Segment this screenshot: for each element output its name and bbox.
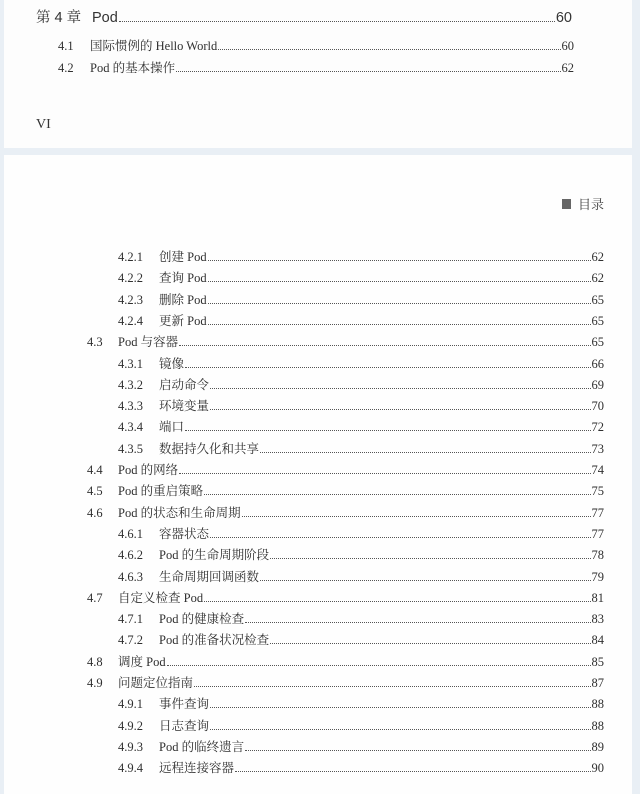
dot-leader (210, 706, 590, 708)
dot-leader (210, 536, 590, 538)
entry-page-number: 69 (591, 377, 604, 392)
entry-title: Pod 的临终遗言 (159, 739, 245, 754)
entry-number: 4.6.1 (118, 526, 143, 541)
entry-title: 生命周期回调函数 (159, 569, 260, 584)
entry-number: 4.7.2 (118, 633, 143, 648)
toc-section-entry[interactable] (87, 332, 604, 350)
toc-subsection-entry[interactable] (118, 609, 604, 627)
toc-section-entry[interactable] (87, 673, 604, 691)
entry-page-number: 73 (591, 441, 604, 456)
entry-number: 4.6.2 (118, 548, 143, 563)
section-number: 4.1 (58, 39, 74, 53)
dot-leader (167, 664, 591, 666)
toc-section-entry[interactable] (87, 481, 604, 499)
dot-leader (235, 770, 590, 772)
chapter-page-number: 60 (555, 10, 572, 26)
toc-section-entry[interactable] (58, 58, 574, 76)
entry-number: 4.9.2 (118, 718, 143, 733)
toc-subsection-entry[interactable] (118, 694, 604, 712)
entry-page-number: 62 (591, 271, 604, 286)
entry-title: 启动命令 (159, 377, 210, 392)
entry-title: 创建 Pod (159, 250, 207, 264)
dot-leader (185, 366, 590, 368)
toc-subsection-entry[interactable] (118, 545, 604, 563)
entry-page-number: 72 (591, 420, 604, 435)
chapter-number: 第 4 章 (36, 10, 82, 26)
entry-page-number: 65 (591, 335, 604, 350)
entry-page-number: 90 (591, 761, 604, 776)
toc-subsection-entry[interactable] (118, 375, 604, 393)
dot-leader (260, 579, 590, 581)
entry-title: 数据持久化和共享 (159, 441, 260, 456)
toc-section-entry[interactable] (87, 588, 604, 606)
dot-leader (185, 429, 590, 431)
dot-leader (245, 621, 590, 623)
toc-subsection-entry[interactable] (118, 311, 604, 329)
entry-number: 4.2.2 (118, 271, 143, 286)
entry-title: 镜像 (159, 356, 185, 371)
toc-subsection-entry[interactable] (118, 524, 604, 542)
dot-leader (204, 600, 590, 602)
entry-page-number: 75 (591, 484, 604, 499)
toc-page-bottom (4, 155, 632, 794)
entry-number: 4.3.2 (118, 377, 143, 392)
entry-title: 更新 Pod (159, 313, 207, 328)
entry-number: 4.3.1 (118, 356, 143, 371)
entry-title: 容器状态 (159, 526, 210, 541)
dot-leader (260, 451, 590, 453)
entry-page-number: 77 (591, 526, 604, 541)
entry-page-number: 87 (591, 676, 604, 690)
entry-title: 自定义检查 Pod (118, 590, 204, 605)
section-number: 4.2 (58, 61, 74, 75)
toc-subsection-entry[interactable] (118, 290, 604, 308)
entry-title: 删除 Pod (159, 292, 207, 307)
entry-number: 4.3.5 (118, 441, 143, 456)
dot-leader (270, 642, 590, 644)
entry-page-number: 74 (591, 463, 604, 477)
dot-leader (210, 387, 590, 389)
entry-title: 环境变量 (159, 399, 210, 414)
running-header (562, 194, 604, 213)
entry-number: 4.8 (87, 654, 103, 669)
entry-page-number: 83 (591, 612, 604, 627)
toc-chapter-entry[interactable] (36, 6, 572, 26)
entry-title: Pod 与容器 (118, 335, 179, 350)
toc-subsection-entry[interactable] (118, 758, 604, 776)
entry-number: 4.6 (87, 505, 103, 520)
toc-subsection-entry[interactable] (118, 417, 604, 435)
toc-subsection-entry[interactable] (118, 396, 604, 414)
dot-leader (208, 323, 591, 325)
entry-page-number: 65 (591, 313, 604, 328)
entry-number: 4.9 (87, 676, 103, 690)
section-title: 国际惯例的 Hello World (90, 39, 218, 53)
entry-title: Pod 的重启策略 (118, 484, 204, 499)
dot-leader (179, 472, 590, 474)
entry-page-number: 85 (591, 654, 604, 669)
dot-leader (208, 280, 591, 282)
entry-number: 4.3.3 (118, 399, 143, 414)
entry-title: 调度 Pod (118, 654, 166, 669)
entry-title: 日志查询 (159, 718, 210, 733)
toc-subsection-entry[interactable] (118, 247, 604, 265)
dot-leader (176, 70, 560, 72)
entry-title: Pod 的状态和生命周期 (118, 505, 241, 520)
entry-title: Pod 的准备状况检查 (159, 633, 270, 648)
toc-subsection-entry[interactable] (118, 439, 604, 457)
entry-page-number: 77 (591, 505, 604, 520)
chapter-title: Pod (92, 10, 118, 26)
toc-subsection-entry[interactable] (118, 737, 604, 755)
section-title: Pod 的基本操作 (90, 61, 176, 75)
section-page-number: 60 (561, 39, 574, 53)
entry-page-number: 62 (591, 250, 604, 264)
dot-leader (119, 20, 555, 22)
section-page-number: 62 (561, 61, 574, 75)
square-bullet-icon (562, 199, 571, 209)
entry-title: Pod 的生命周期阶段 (159, 548, 270, 563)
entry-number: 4.2.1 (118, 250, 143, 264)
dot-leader (210, 728, 590, 730)
entry-number: 4.6.3 (118, 569, 143, 584)
entry-number: 4.2.3 (118, 292, 143, 307)
entry-number: 4.9.3 (118, 739, 143, 754)
dot-leader (242, 515, 591, 517)
dot-leader (208, 259, 591, 261)
toc-section-entry[interactable] (58, 36, 574, 54)
entry-page-number: 78 (591, 548, 604, 563)
entry-title: 事件查询 (159, 697, 210, 712)
toc-subsection-entry[interactable] (118, 354, 604, 372)
toc-subsection-entry[interactable] (118, 630, 604, 648)
entry-page-number: 65 (591, 292, 604, 307)
toc-subsection-entry[interactable] (118, 268, 604, 286)
entry-page-number: 88 (591, 718, 604, 733)
entry-title: 查询 Pod (159, 271, 207, 286)
entry-number: 4.3.4 (118, 420, 143, 435)
entry-number: 4.9.4 (118, 761, 143, 776)
entry-number: 4.9.1 (118, 697, 143, 712)
dot-leader (210, 408, 590, 410)
entry-number: 4.3 (87, 335, 103, 350)
dot-leader (204, 493, 590, 495)
entry-page-number: 89 (591, 739, 604, 754)
entry-page-number: 88 (591, 697, 604, 712)
page-folio: VI (36, 117, 51, 132)
dot-leader (218, 48, 560, 50)
toc-subsection-entry[interactable] (118, 716, 604, 734)
dot-leader (245, 749, 590, 751)
entry-page-number: 79 (591, 569, 604, 584)
running-header-label: 目录 (577, 198, 604, 213)
entry-number: 4.4 (87, 463, 103, 477)
toc-section-entry[interactable] (87, 652, 604, 670)
toc-section-entry[interactable] (87, 503, 604, 521)
toc-page-top (4, 0, 632, 148)
entry-title: 端口 (159, 420, 185, 435)
entry-page-number: 81 (591, 590, 604, 605)
toc-section-entry[interactable] (87, 460, 604, 478)
entry-title: Pod 的网络 (118, 463, 179, 477)
toc-subsection-entry[interactable] (118, 567, 604, 585)
entry-number: 4.7 (87, 590, 103, 605)
entry-number: 4.7.1 (118, 612, 143, 627)
dot-leader (208, 302, 591, 304)
entry-page-number: 70 (591, 399, 604, 414)
dot-leader (179, 344, 590, 346)
entry-page-number: 66 (591, 356, 604, 371)
dot-leader (270, 557, 590, 559)
entry-title: Pod 的健康检查 (159, 612, 245, 627)
entry-number: 4.5 (87, 484, 103, 499)
dot-leader (194, 685, 590, 687)
entry-number: 4.2.4 (118, 313, 143, 328)
entry-page-number: 84 (591, 633, 604, 648)
entry-title: 远程连接容器 (159, 761, 235, 776)
entry-title: 问题定位指南 (118, 676, 194, 690)
